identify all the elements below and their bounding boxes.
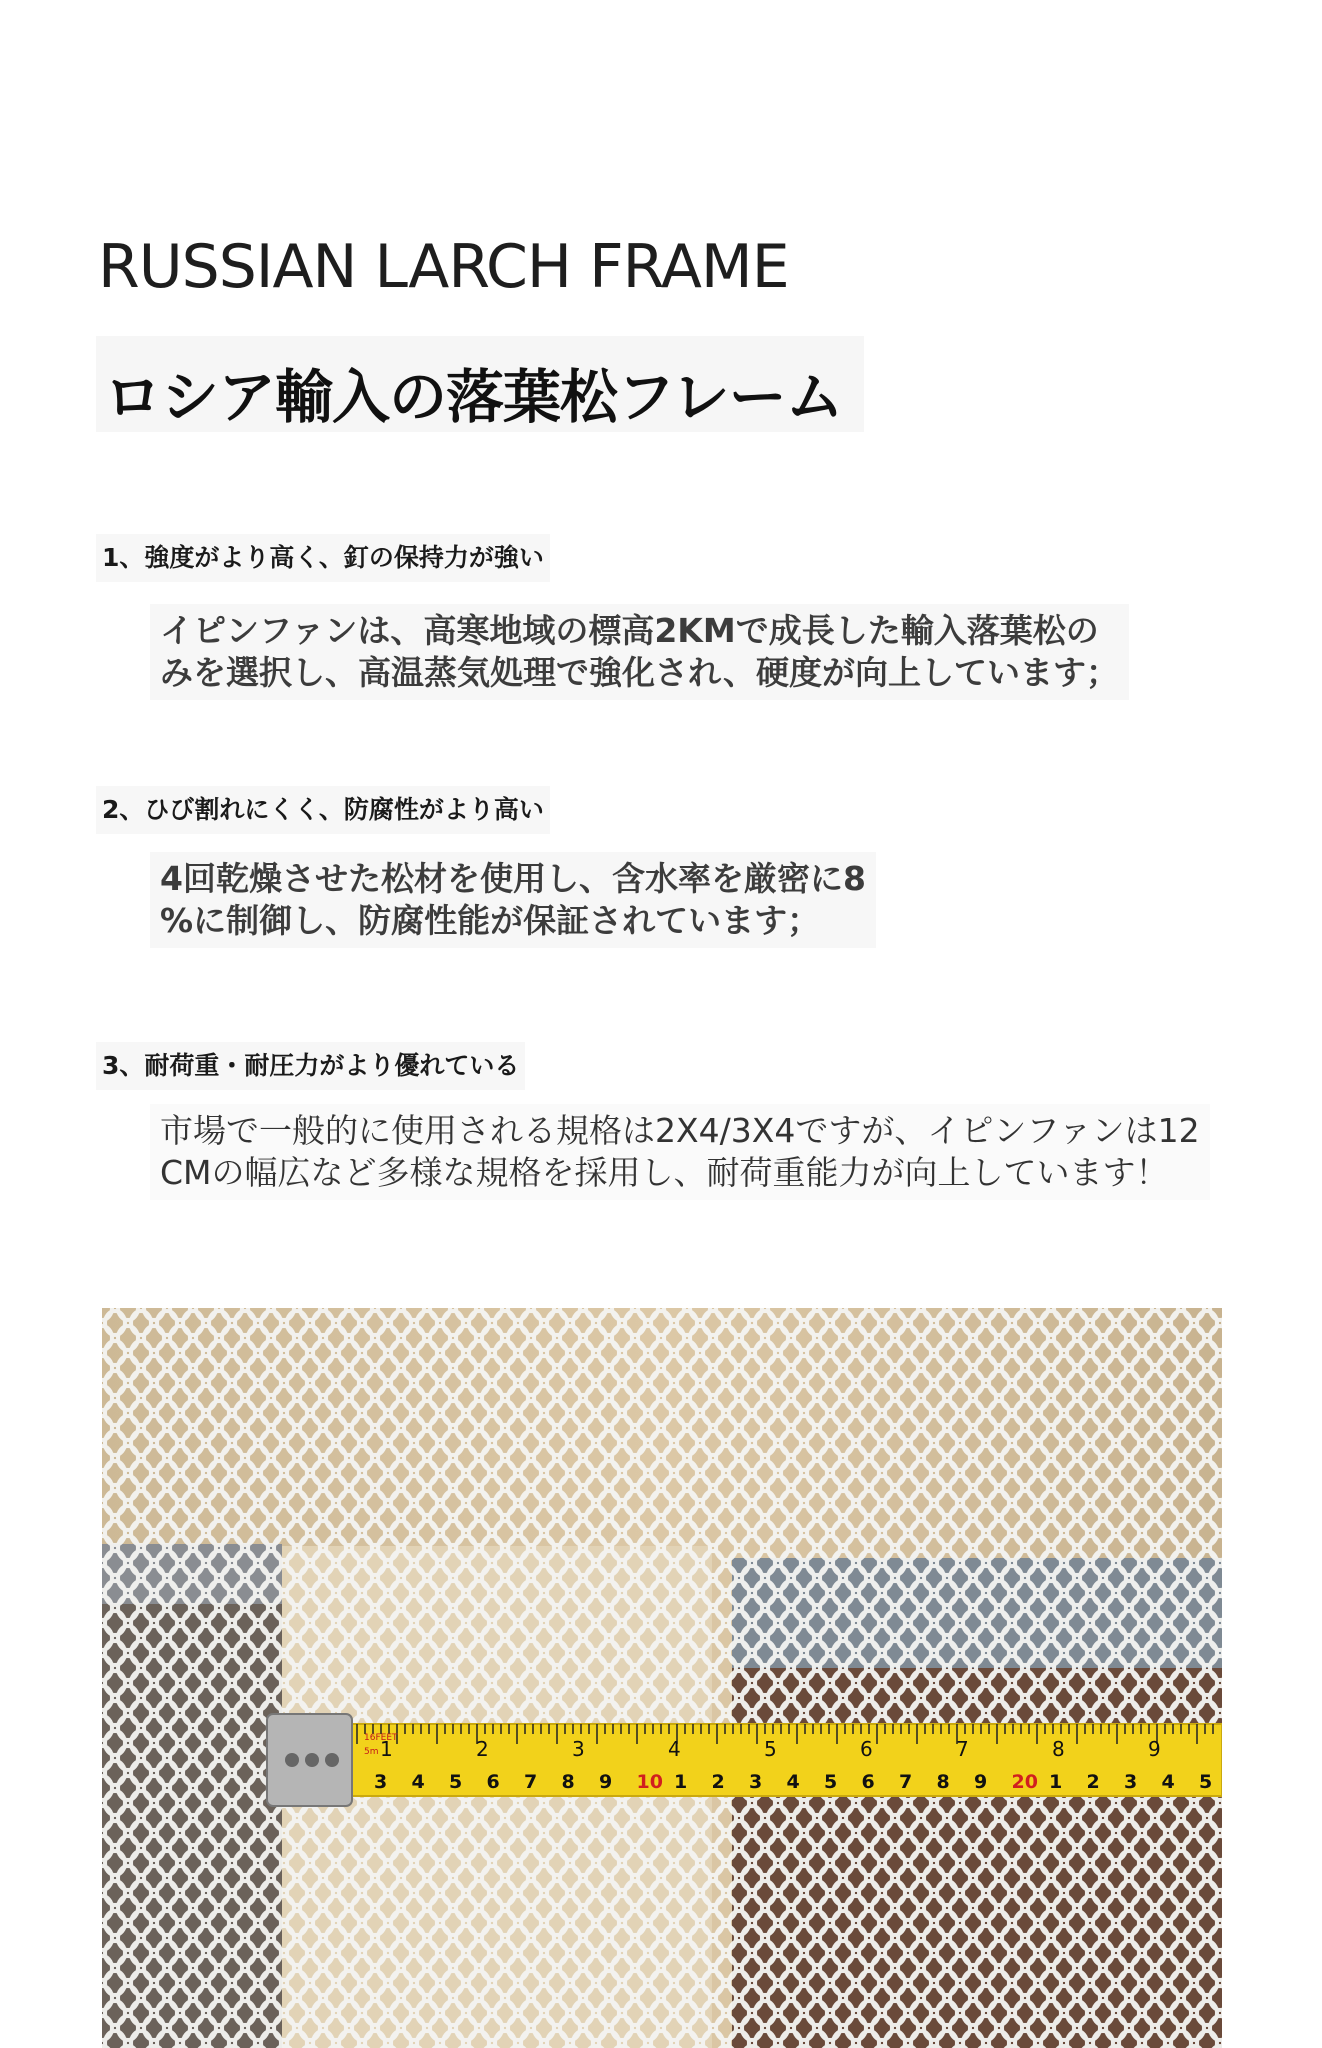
tape-top-mark: 7 <box>956 1737 969 1761</box>
section-3-line-2: CMの幅広など多様な規格を採用し、耐荷重能力が向上しています！ <box>160 1153 1169 1192</box>
tape-top-mark: 9 <box>1148 1737 1161 1761</box>
section-3-line-1: 市場で一般的に使用される規格は2X4/3X4ですが、イピンファンは12 <box>160 1111 1200 1150</box>
tape-bottom-mark: 7 <box>524 1771 538 1793</box>
section-1-body <box>150 604 1129 700</box>
section-2-body <box>150 852 876 948</box>
tape-top-mark: 5 <box>764 1737 777 1761</box>
tape-top-mark: 1 <box>380 1737 393 1761</box>
tape-top-mark: 2 <box>476 1737 489 1761</box>
tape-bottom-mark: 6 <box>486 1771 500 1793</box>
tape-bottom-mark: 4 <box>411 1771 425 1793</box>
section-2-line-2: %に制御し、防腐性能が保証されています； <box>160 901 821 940</box>
tape-bottom-mark: 3 <box>1124 1771 1138 1793</box>
page-title-japanese-box <box>96 336 864 432</box>
tape-measure <box>267 1714 1222 1806</box>
product-photo-mesh-with-tape <box>102 1308 1222 2048</box>
page-title-japanese: ロシア輸入の落葉松フレーム <box>104 363 843 431</box>
tape-bottom-mark: 3 <box>749 1771 763 1793</box>
tape-top-mark: 6 <box>860 1737 873 1761</box>
tape-top-mark: 3 <box>572 1737 585 1761</box>
tape-bottom-mark: 4 <box>786 1771 800 1793</box>
tape-bottom-mark: 1 <box>1049 1771 1063 1793</box>
section-1-heading: 1、強度がより高く、釘の保持力が強い <box>96 534 550 582</box>
tape-bottom-mark: 5 <box>1199 1771 1213 1793</box>
tape-bottom-mark: 9 <box>599 1771 613 1793</box>
tape-bottom-mark: 3 <box>374 1771 388 1793</box>
page-title-english: RUSSIAN LARCH FRAME <box>98 232 789 302</box>
tape-bottom-mark: 4 <box>1161 1771 1175 1793</box>
tape-top-mark: 4 <box>668 1737 681 1761</box>
section-2-heading: 2、ひび割れにくく、防腐性がより高い <box>96 786 550 834</box>
section-2-line-1: 4回乾燥させた松材を使用し、含水率を厳密に8 <box>160 859 866 898</box>
tape-feet-label: 16FEET <box>364 1733 398 1743</box>
tape-bottom-mark: 8 <box>936 1771 950 1793</box>
section-3-body <box>150 1104 1210 1200</box>
tape-bottom-mark: 5 <box>824 1771 838 1793</box>
section-3-heading: 3、耐荷重・耐圧力がより優れている <box>96 1042 525 1090</box>
tape-bottom-mark: 2 <box>1086 1771 1100 1793</box>
mesh-photo-illustration <box>102 1308 1222 2048</box>
tape-bottom-mark: 8 <box>561 1771 575 1793</box>
tape-bottom-mark: 20 <box>1011 1771 1038 1793</box>
tape-bottom-mark: 6 <box>861 1771 875 1793</box>
tape-bottom-mark: 1 <box>674 1771 688 1793</box>
tape-bottom-mark: 7 <box>899 1771 913 1793</box>
section-1-line-1: イピンファンは、高寒地域の標高2KMで成長した輸入落葉松の <box>160 611 1099 650</box>
tape-top-mark: 8 <box>1052 1737 1065 1761</box>
tape-bottom-mark: 5 <box>449 1771 463 1793</box>
section-1-line-2: みを選択し、高温蒸気処理で強化され、硬度が向上しています； <box>160 653 1119 692</box>
tape-bottom-mark: 2 <box>711 1771 725 1793</box>
tape-bottom-mark: 10 <box>636 1771 663 1793</box>
tape-meter-label: 5m <box>364 1747 379 1757</box>
tape-bottom-mark: 9 <box>974 1771 988 1793</box>
